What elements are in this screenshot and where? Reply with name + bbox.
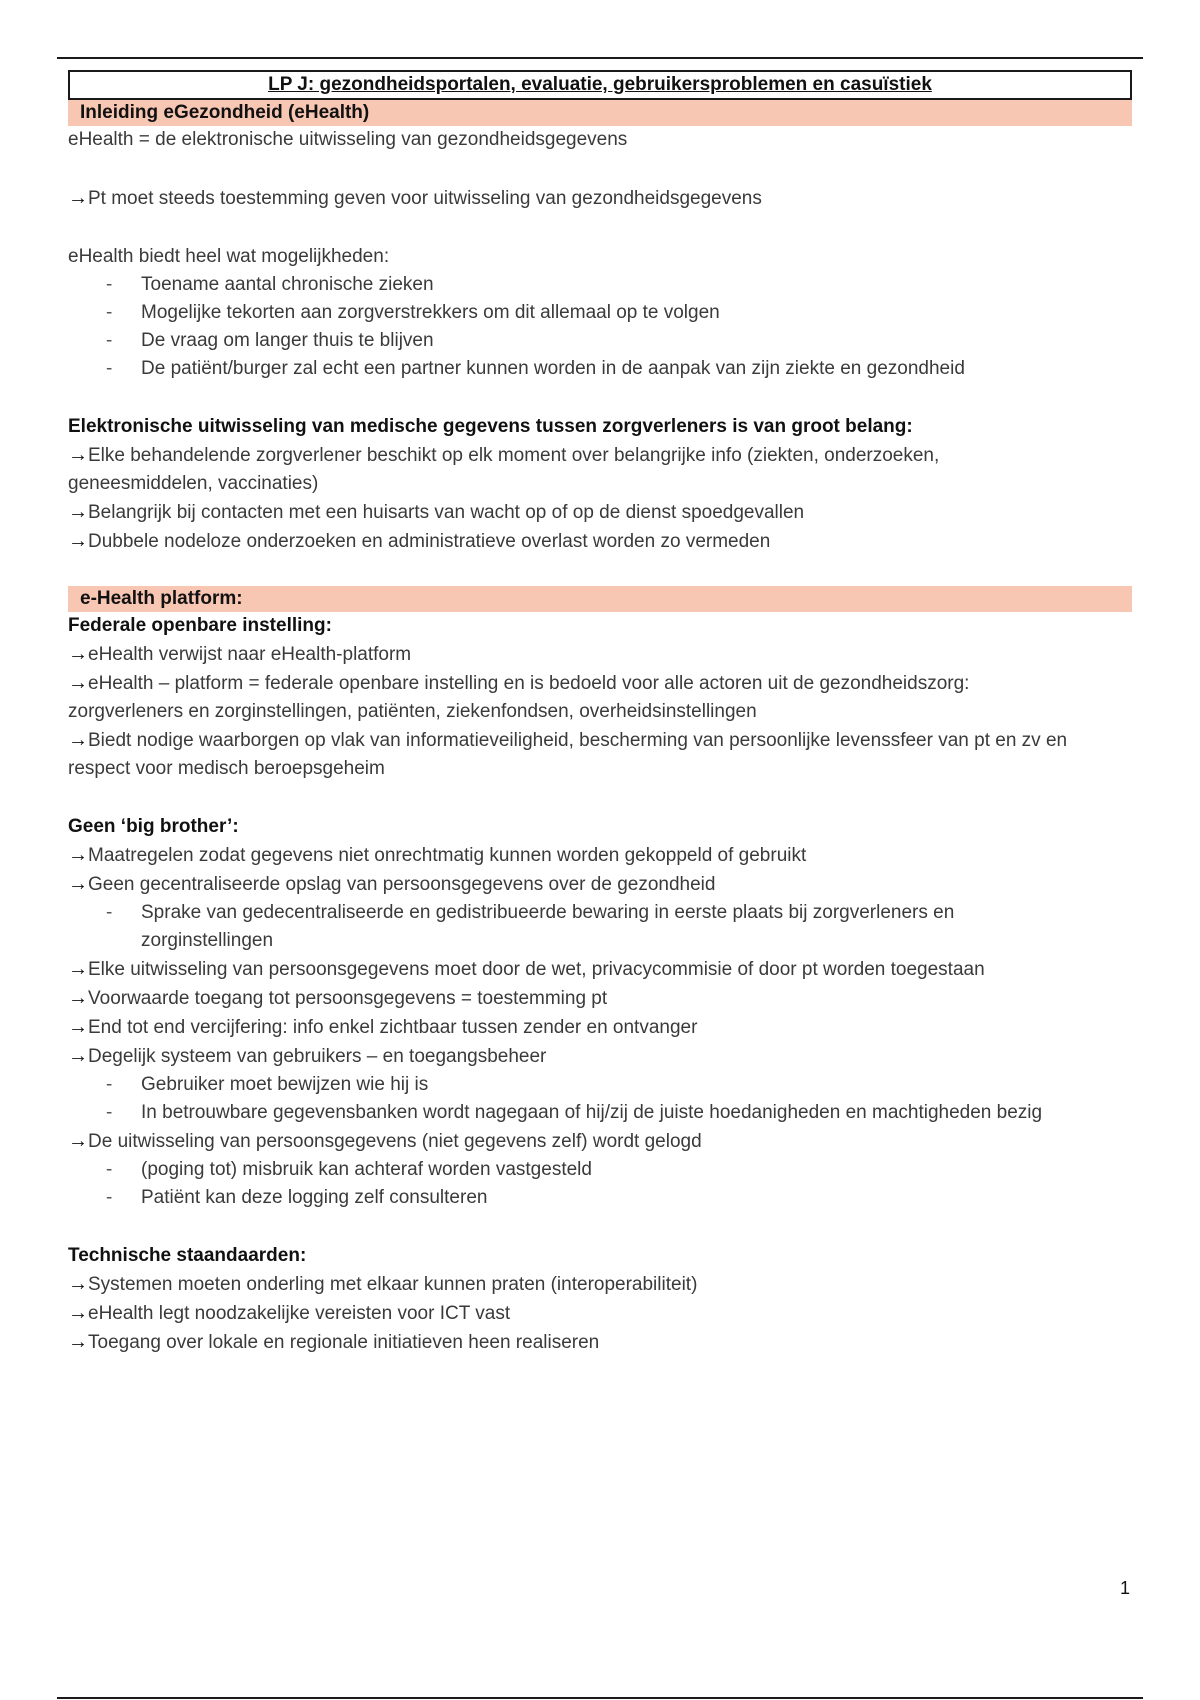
arrow-line: →Degelijk systeem van gebruikers – en toegangsbeheer xyxy=(68,1045,547,1067)
arrow-line: →eHealth verwijst naar eHealth-platform xyxy=(68,643,412,665)
section-heading-platform: e-Health platform: xyxy=(68,586,1132,612)
continuation-line: geneesmiddelen, vaccinaties) xyxy=(68,473,319,494)
arrow-icon: → xyxy=(68,187,88,209)
bullet-dash: - xyxy=(106,1074,113,1095)
arrow-icon: → xyxy=(68,729,88,751)
bullet-dash: - xyxy=(106,1102,113,1123)
list-item: - De patiënt/burger zal echt een partner kunnen worden in de aanpak van zijn ziekte en gezondheid xyxy=(68,355,1132,383)
bullet-dash: - xyxy=(106,274,113,295)
continuation-line: respect voor medisch beroepsgeheim xyxy=(68,758,385,779)
bigbrother-heading: Geen ‘big brother’: xyxy=(68,816,239,837)
bullet-dash: - xyxy=(106,902,113,923)
list-item: - Mogelijke tekorten aan zorgverstrekkers om dit allemaal op te volgen xyxy=(68,299,1132,327)
arrow-line: →Dubbele nodeloze onderzoeken en administratieve overlast worden zo vermeden xyxy=(68,530,771,552)
arrow-line: →Elke uitwisseling van persoonsgegevens moet door de wet, privacycommisie of door pt worden toegestaan xyxy=(68,958,985,980)
list-item: - Patiënt kan deze logging zelf consulteren xyxy=(68,1184,1132,1212)
arrow-line: →Systemen moeten onderling met elkaar kunnen praten (interoperabiliteit) xyxy=(68,1273,698,1295)
arrow-icon: → xyxy=(68,1273,88,1295)
arrow-icon: → xyxy=(68,1016,88,1038)
list-item: - Toename aantal chronische zieken xyxy=(68,271,1132,299)
arrow-icon: → xyxy=(68,444,88,466)
arrow-line: →Toegang over lokale en regionale initiatieven heen realiseren xyxy=(68,1331,600,1353)
arrow-icon: → xyxy=(68,1045,88,1067)
bottom-rule xyxy=(57,1697,1143,1699)
arrow-line: →eHealth legt noodzakelijke vereisten voor ICT vast xyxy=(68,1302,511,1324)
arrow-icon: → xyxy=(68,672,88,694)
arrow-line: →eHealth – platform = federale openbare instelling en is bedoeld voor alle actoren uit de gezondheidszorg: xyxy=(68,672,970,694)
document-page xyxy=(68,70,1132,1357)
page-number: 1 xyxy=(1119,1578,1130,1598)
tech-heading: Technische staandaarden: xyxy=(68,1245,307,1266)
arrow-line: →Biedt nodige waarborgen op vlak van informatieveiligheid, bescherming van persoonlijke levenssfeer van pt en zv en xyxy=(68,729,1068,751)
federal-heading: Federale openbare instelling: xyxy=(68,615,332,636)
bullet-dash: - xyxy=(106,330,113,351)
arrow-icon: → xyxy=(68,501,88,523)
list-item: - In betrouwbare gegevensbanken wordt nagegaan of hij/zij de juiste hoedanigheden en machtigheden bezig xyxy=(68,1099,1132,1127)
arrow-line: →Maatregelen zodat gegevens niet onrechtmatig kunnen worden gekoppeld of gebruikt xyxy=(68,844,807,866)
section-heading-intro: Inleiding eGezondheid (eHealth) xyxy=(68,100,1132,126)
arrow-line: →Voorwaarde toegang tot persoonsgegevens = toestemming pt xyxy=(68,987,608,1009)
continuation-line: zorgverleners en zorginstellingen, patiënten, ziekenfondsen, overheidsinstellingen xyxy=(68,701,757,722)
arrow-icon: → xyxy=(68,844,88,866)
arrow-icon: → xyxy=(68,958,88,980)
possibilities-intro: eHealth biedt heel wat mogelijkheden: xyxy=(68,246,390,267)
arrow-line: →Elke behandelende zorgverlener beschikt op elk moment over belangrijke info (ziekten, onderzoeken, xyxy=(68,444,940,466)
consent-line: →Pt moet steeds toestemming geven voor uitwisseling van gezondheidsgegevens xyxy=(68,187,762,209)
arrow-icon: → xyxy=(68,987,88,1009)
arrow-line: →End tot end vercijfering: info enkel zichtbaar tussen zender en ontvanger xyxy=(68,1016,698,1038)
list-item: - De vraag om langer thuis te blijven xyxy=(68,327,1132,355)
top-rule xyxy=(57,57,1143,59)
arrow-icon: → xyxy=(68,643,88,665)
arrow-line: →De uitwisseling van persoonsgegevens (niet gegevens zelf) wordt gelogd xyxy=(68,1130,702,1152)
list-item: - Sprake van gedecentraliseerde en gedistribueerde bewaring in eerste plaats bij zorgverleners en xyxy=(68,899,1132,927)
arrow-line: →Belangrijk bij contacten met een huisarts van wacht op of op de dienst spoedgevallen xyxy=(68,501,805,523)
arrow-icon: → xyxy=(68,1302,88,1324)
arrow-icon: → xyxy=(68,1331,88,1353)
list-item: - (poging tot) misbruik kan achteraf worden vastgesteld xyxy=(68,1156,1132,1184)
bullet-dash: - xyxy=(106,358,113,379)
arrow-icon: → xyxy=(68,1130,88,1152)
arrow-line: →Geen gecentraliseerde opslag van persoonsgegevens over de gezondheid xyxy=(68,873,716,895)
list-item: - Gebruiker moet bewijzen wie hij is xyxy=(68,1071,1132,1099)
arrow-icon: → xyxy=(68,873,88,895)
arrow-icon: → xyxy=(68,530,88,552)
list-item-continuation: zorginstellingen xyxy=(141,930,274,951)
exchange-heading: Elektronische uitwisseling van medische gegevens tussen zorgverleners is van groot belang: xyxy=(68,416,913,437)
bullet-dash: - xyxy=(106,302,113,323)
bullet-dash: - xyxy=(106,1187,113,1208)
bullet-dash: - xyxy=(106,1159,113,1180)
document-title: LP J: gezondheidsportalen, evaluatie, gebruikersproblemen en casuïstiek xyxy=(68,70,1132,100)
definition-text: eHealth = de elektronische uitwisseling van gezondheidsgegevens xyxy=(68,129,628,150)
